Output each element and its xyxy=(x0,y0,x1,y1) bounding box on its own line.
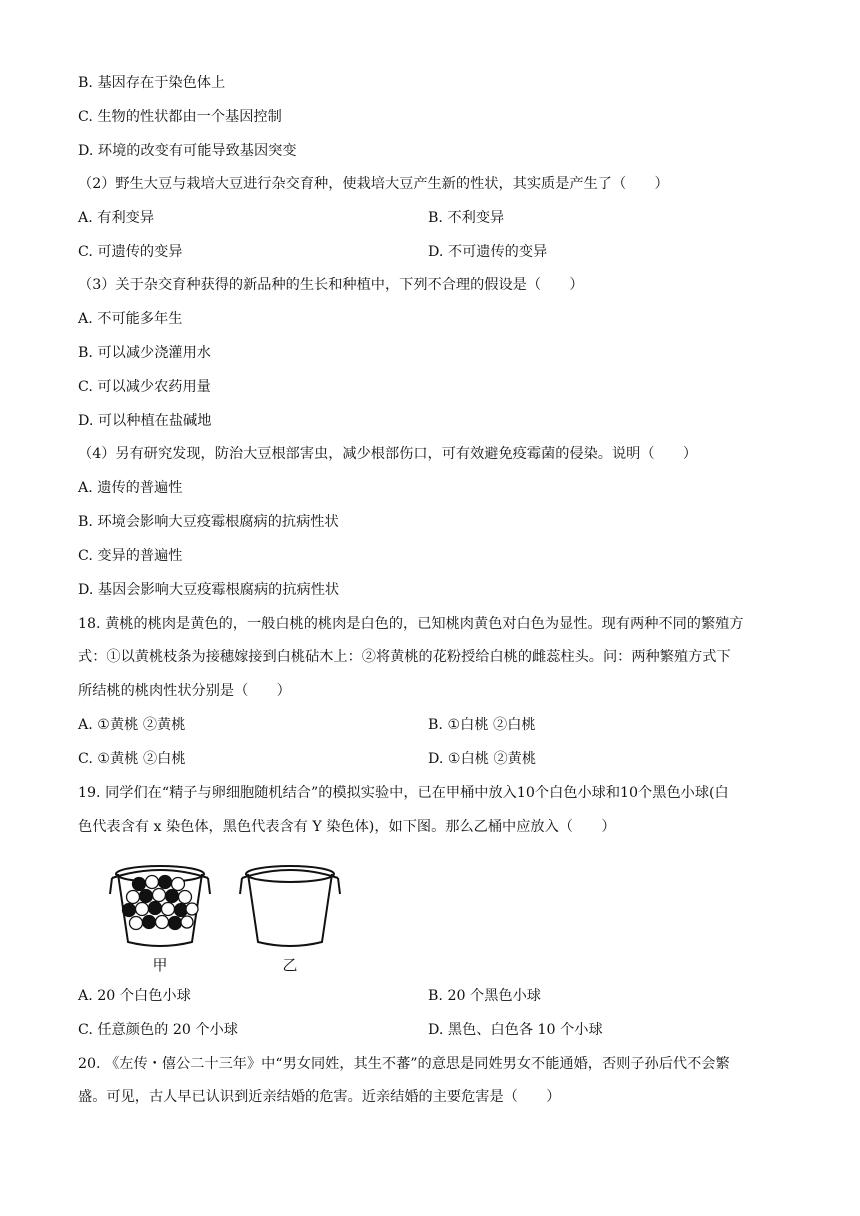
q4-stem: （4）另有研究发现，防治大豆根部害虫，减少根部伤口，可有效避免疫霉菌的侵染。说明（ ） xyxy=(78,446,698,462)
line-q17-b: B. 基因存在于染色体上 xyxy=(78,75,226,91)
q19-stem-line-2: 色代表含有 x 染色体，黑色代表含有 Y 染色体)，如下图。那么乙桶中应放入（ ） xyxy=(78,819,616,835)
q2-option-b: B. 不利变异 xyxy=(428,210,505,226)
q4-option-a: A. 遗传的普遍性 xyxy=(78,480,183,496)
q3-stem: （3）关于杂交育种获得的新品种的生长和种植中，下列不合理的假设是（ ） xyxy=(78,277,584,293)
q2-option-a: A. 有利变异 xyxy=(78,210,155,226)
q3-option-b: B. 可以减少浇灌用水 xyxy=(78,345,211,361)
q2-option-c: C. 可遗传的变异 xyxy=(78,244,183,260)
label-jia: 甲 xyxy=(152,956,168,974)
q4-option-b: B. 环境会影响大豆疫霉根腐病的抗病性状 xyxy=(78,514,339,530)
q18-stem-line-2: 式：①以黄桃枝条为接穗嫁接到白桃砧木上：②将黄桃的花粉授给白桃的雌蕊柱头。问：两种繁殖方式下 xyxy=(78,649,731,665)
q18-stem-line-3: 所结桃的桃肉性状分别是（ ） xyxy=(78,683,291,699)
q18-option-b: B. ①白桃 ②白桃 xyxy=(428,717,536,733)
q4-option-d: D. 基因会影响大豆疫霉根腐病的抗病性状 xyxy=(78,582,340,598)
q20-stem-line-1: 20. 《左传・僖公二十三年》中“男女同姓，其生不蕃”的意思是同姓男女不能通婚，否则子孙后代不会繁 xyxy=(78,1056,730,1072)
line-q17-c: C. 生物的性状都由一个基因控制 xyxy=(78,109,282,125)
q3-option-c: C. 可以减少农药用量 xyxy=(78,379,211,395)
q18-option-d: D. ①白桃 ②黄桃 xyxy=(428,751,537,767)
q3-option-d: D. 可以种植在盐碱地 xyxy=(78,413,212,429)
q19-option-d: D. 黑色、白色各 10 个小球 xyxy=(428,1022,603,1038)
bucket-figure xyxy=(100,858,350,978)
q19-option-a: A. 20 个白色小球 xyxy=(78,988,191,1004)
q18-option-a: A. ①黄桃 ②黄桃 xyxy=(78,717,186,733)
line-q17-d: D. 环境的改变有可能导致基因突变 xyxy=(78,143,297,159)
q18-stem-line-1: 18. 黄桃的桃肉是黄色的，一般白桃的桃肉是白色的，已知桃肉黄色对白色为显性。现有两种不同的繁殖方 xyxy=(78,616,744,632)
q4-option-c: C. 变异的普遍性 xyxy=(78,548,183,564)
q2-stem: （2）野生大豆与栽培大豆进行杂交育种，使栽培大豆产生新的性状，其实质是产生了（ ） xyxy=(78,176,669,192)
balls-in-jia xyxy=(123,876,199,930)
q20-stem-line-2: 盛。可见，古人早已认识到近亲结婚的危害。近亲结婚的主要危害是（ ） xyxy=(78,1089,561,1105)
q3-option-a: A. 不可能多年生 xyxy=(78,311,183,327)
q19-option-b: B. 20 个黑色小球 xyxy=(428,988,541,1004)
q19-stem-line-1: 19. 同学们在“精子与卵细胞随机结合”的模拟实验中，已在甲桶中放入10个白色小球和10个黑色小球(白 xyxy=(78,785,729,801)
label-yi: 乙 xyxy=(282,956,298,974)
q18-option-c: C. ①黄桃 ②白桃 xyxy=(78,751,186,767)
bucket-yi xyxy=(240,866,340,946)
q19-option-c: C. 任意颜色的 20 个小球 xyxy=(78,1022,238,1038)
q2-option-d: D. 不可遗传的变异 xyxy=(428,244,548,260)
